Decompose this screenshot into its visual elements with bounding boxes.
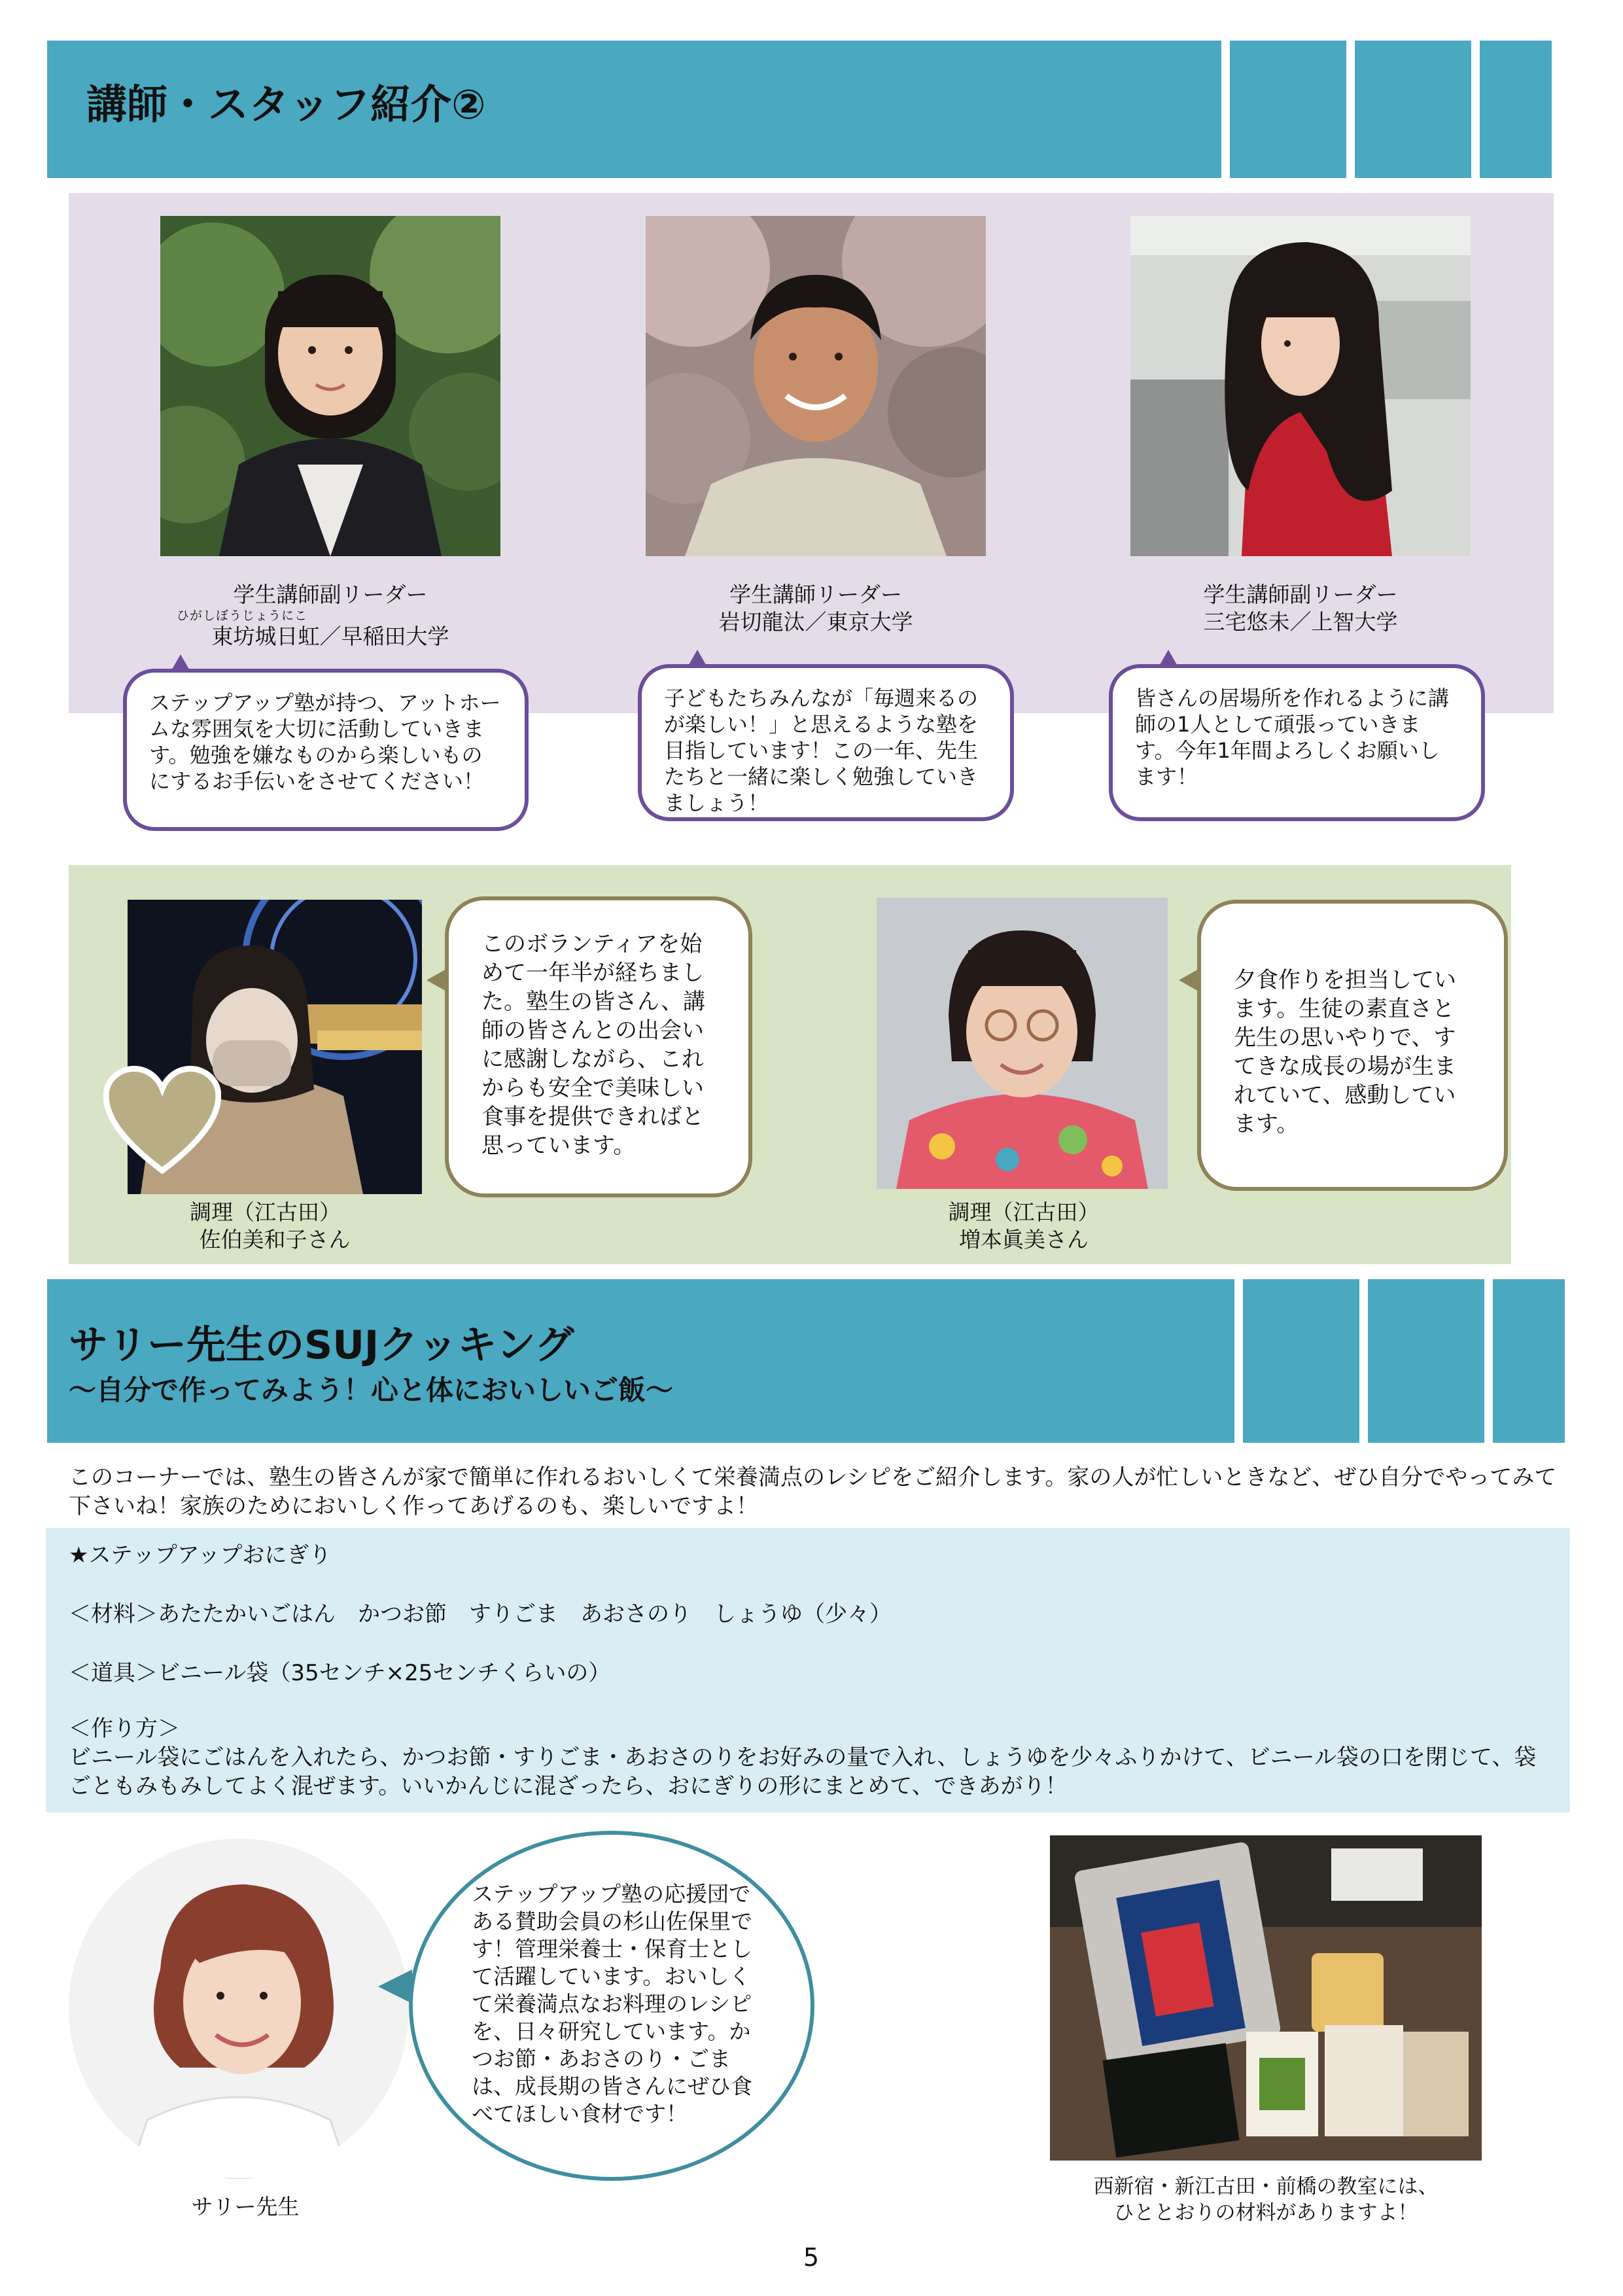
lecturer-speech-bubble	[638, 664, 1014, 821]
lecturer-name: 三宅悠未／上智大学	[1203, 609, 1398, 635]
sally-speech-bubble	[409, 1831, 814, 2181]
lecturer-role: 学生講師副リーダー	[1203, 582, 1398, 607]
bubble-tail	[1158, 650, 1179, 668]
cook-role: 調理（江古田）	[190, 1199, 341, 1225]
ingredients-caption-line1: 西新宿・新江古田・前橋の教室には、	[1093, 2175, 1439, 2199]
page-number: 5	[803, 2243, 820, 2272]
section1-title: 講師・スタッフ紹介②	[86, 80, 486, 128]
banner-tile	[1355, 41, 1471, 178]
bubble-tail	[427, 968, 447, 992]
banner-tile	[1368, 1279, 1484, 1443]
bubble-tail	[170, 654, 191, 673]
lecturer-message: ステップアップ塾が持つ、アットホームな雰囲気を大切に活動していきます。勉強を嫌なものから楽しいものにするお手伝いをさせてください！	[149, 690, 501, 794]
cook-caption	[124, 1199, 425, 1254]
recipe-name: ★ステップアップおにぎり	[69, 1542, 332, 1568]
banner-tile	[1243, 1279, 1359, 1443]
lecturer-message: 皆さんの居場所を作れるように講師の1人として頑張っていきます。今年1年間よろしくお願いします！	[1135, 686, 1450, 789]
section2-subtitle: ～自分で作ってみよう！心と体においしいご飯～	[69, 1374, 674, 1406]
recipe-tools: ＜道具＞ビニール袋（35センチ×25センチくらいの）	[69, 1660, 611, 1686]
sally-name: サリー先生	[191, 2194, 300, 2219]
lecturer-furigana: ひがしぼうじょうにこ	[177, 609, 308, 623]
ingredients-caption	[1011, 2174, 1521, 2226]
lecturer-photo	[160, 216, 500, 556]
lecturer-caption	[150, 581, 510, 650]
banner-tile	[1480, 41, 1552, 178]
cook-speech-bubble	[1197, 900, 1508, 1191]
bubble-tail	[687, 650, 708, 668]
lecturer-name: 東坊城日虹／早稲田大学	[211, 624, 449, 649]
lecturer-role: 学生講師副リーダー	[233, 582, 428, 607]
cook-role: 調理（江古田）	[948, 1199, 1100, 1225]
recipe-ingredients: ＜材料＞あたたかいごはん かつお節 すりごま あおさのり しょうゆ（少々）	[69, 1601, 892, 1627]
recipe-box	[46, 1528, 1570, 1812]
lecturer-speech-bubble	[123, 669, 529, 831]
lecturer-caption	[636, 581, 996, 636]
lecturer-name: 岩切龍汰／東京大学	[718, 609, 913, 635]
ingredients-photo	[1050, 1835, 1482, 2161]
cook-caption	[873, 1199, 1174, 1254]
lecturer-message: 子どもたちみんなが「毎週来るのが楽しい！」と思えるような塾を目指しています！この一年、先生たちと一緒に楽しく勉強していきましょう！	[664, 686, 979, 815]
section2-intro: このコーナーでは、塾生の皆さんが家で簡単に作れるおいしくて栄養満点のレシピをご紹介します。家の人が忙しいときなど、ぜひ自分でやってみて下さいね！家族のためにおいしく作ってあげるのも、楽しいですよ！	[69, 1464, 1557, 1519]
cook-name: 佐伯美和子さん	[199, 1227, 351, 1252]
sally-photo	[69, 1839, 409, 2179]
bubble-tail	[1179, 968, 1200, 992]
cook-name: 増本眞美さん	[959, 1227, 1089, 1252]
bubble-tail	[378, 1969, 412, 2004]
heart-icon	[103, 1065, 221, 1176]
section2-title: サリー先生のSUJクッキング	[69, 1322, 574, 1368]
lecturer-photo	[1130, 216, 1471, 556]
lecturer-role: 学生講師リーダー	[729, 582, 902, 607]
lecturer-speech-bubble	[1109, 664, 1485, 821]
cook-message: 夕食作りを担当しています。生徒の素直さと先生の思いやりで、すてきな成長の場が生まれていて、感動しています。	[1234, 967, 1456, 1137]
cook-message: このボランティアを始めて一年半が経ちました。塾生の皆さん、講師の皆さんとの出会いに感謝しながら、これからも安全で美味しい食事を提供できればと思っています。	[481, 931, 706, 1159]
banner-tile	[1493, 1279, 1565, 1443]
recipe-howto-label: ＜作り方＞	[69, 1716, 180, 1742]
cook-photo	[877, 898, 1168, 1189]
ingredients-caption-line2: ひととおりの材料がありますよ！	[1113, 2201, 1418, 2225]
lecturer-photo	[646, 216, 986, 556]
lecturer-caption	[1121, 581, 1480, 636]
sally-message: ステップアップ塾の応援団である賛助会員の杉山佐保里です！管理栄養士・保育士として活躍しています。おいしくて栄養満点なお料理のレシピを、日々研究しています。かつお節・あおさのり・ごまは、成長期の皆さんにぜひ食べてほしい食材です！	[472, 1881, 752, 2127]
recipe-howto: ビニール袋にごはんを入れたら、かつお節・すりごま・あおさのりをお好みの量で入れ、しょうゆを少々ふりかけて、ビニール袋の口を閉じて、袋ごともみもみしてよく混ぜます。いいかんじに混ざったら、おにぎりの形にまとめて、できあがり！	[69, 1744, 1537, 1799]
cook-speech-bubble	[445, 896, 752, 1197]
banner-tile	[1230, 41, 1346, 178]
